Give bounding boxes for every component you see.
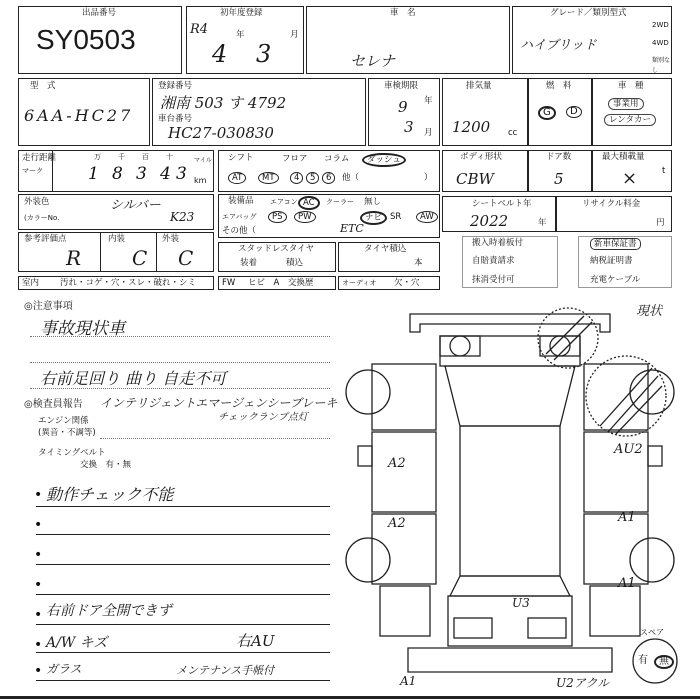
doc-cable: 充電ケーブル [590, 275, 641, 285]
inspector-second-line: チェックランプ点灯 [218, 412, 308, 423]
doors-label: ドア数 [546, 152, 572, 162]
audio-items: 欠・穴 [394, 278, 420, 288]
reference-grade-label: 参考評価点 [24, 234, 67, 244]
spare-option-no: 無 [654, 655, 674, 669]
equip-sr: SR [390, 212, 402, 222]
inspection-expiry-year: 9 [398, 98, 408, 116]
equip-aw: AW [416, 211, 438, 223]
mileage-scale-100: 百 [142, 153, 149, 161]
shift-option-mt: MT [258, 172, 279, 184]
interior-grade-value: C [132, 246, 148, 270]
recycle-unit: 円 [656, 218, 665, 228]
body-shape-label: ボディ形状 [460, 152, 502, 162]
exterior-color-label: 外装色 [24, 197, 50, 207]
bullet-line-1: 動作チェック不能 [46, 485, 174, 504]
notes-line-2: 右前足回り 曲り 自走不可 [40, 369, 227, 388]
doc-insurance: 自賠責請求 [472, 256, 515, 266]
mileage-label: 走行距離 [22, 153, 57, 163]
annotation-au2: AU2 [614, 442, 643, 457]
car-name-value: セレナ [350, 52, 396, 70]
mileage-digit-5: 3 [176, 164, 187, 184]
displacement-value: 1200 [452, 118, 491, 136]
body-shape-value: CBW [456, 170, 494, 188]
recycle-label: リサイクル料金 [582, 199, 641, 209]
right-note-2: メンテナンス手帳付 [176, 664, 275, 677]
equip-pw: PW [294, 211, 316, 223]
drive-option-none: 類別なし [652, 57, 671, 74]
capacity-label: 最大積載量 [602, 152, 645, 162]
interior-damage-items: 汚れ・コゲ・穴・スレ・破れ・シミ [60, 278, 197, 288]
timing-sub: 交換 有・無 [80, 460, 132, 470]
mileage-digit-1: 1 [88, 164, 99, 184]
seatbelt-label: シートベルト年 [472, 199, 532, 209]
studless-option-mounted: 装着 [240, 258, 258, 268]
audio-label: オーディオ [342, 279, 377, 287]
inspection-expiry-month-unit: 月 [424, 128, 433, 138]
capacity-unit: t [662, 166, 666, 176]
interior-damage-label: 室内 [22, 278, 40, 288]
model-value: 6AA-HC27 [24, 106, 134, 125]
inspection-expiry-label: 車検期限 [384, 81, 419, 91]
right-note-1: 右AU [236, 632, 275, 650]
fuel-label: 燃 料 [546, 81, 572, 91]
engine-label: エンジン関係 [38, 416, 89, 426]
engine-sub: (異音・不調等) [38, 428, 96, 438]
mileage-digit-3: 3 [136, 164, 147, 184]
spare-label: スペア [640, 628, 664, 637]
inspector-first-line: インテリジェントエマージェンシーブレーキ [100, 396, 338, 410]
bullet-line-5: 右前ドア全開できず [46, 603, 172, 619]
equip-none: 無し [364, 197, 382, 207]
mileage-scale-1k: 千 [118, 153, 125, 161]
mileage-scale-10: 十 [166, 153, 173, 161]
annotation-u3: U3 [512, 596, 530, 610]
first-registration-year-unit: 年 [236, 30, 245, 40]
interior-grade-label: 内装 [108, 234, 126, 244]
vehicle-type-label: 車 種 [618, 81, 644, 91]
grade-value: ハイブリッド [520, 38, 597, 53]
first-registration-month: 3 [256, 40, 272, 68]
displacement-unit: cc [508, 128, 518, 138]
displacement-label: 排気量 [466, 81, 492, 91]
annotation-a2-left-door: A2 [388, 516, 406, 531]
studless-label: スタッドレスタイヤ [238, 244, 315, 254]
doc-tax: 納税証明書 [590, 256, 633, 266]
first-registration-year: 4 [212, 40, 228, 68]
mileage-unit: km [194, 176, 207, 185]
annotation-a2-left-front: A2 [388, 456, 406, 471]
equip-navi: ナビ [360, 211, 387, 225]
fuel-option-g: G [538, 106, 556, 120]
fw-items: ヒビ A 交換歴 [248, 278, 314, 288]
mileage-scale-10k: 万 [94, 153, 101, 161]
fuel-option-d: D [566, 106, 582, 118]
equip-ps: PS [268, 211, 287, 223]
doc-warranty: 新車保証書 [590, 238, 641, 250]
first-registration-label: 初年度登録 [220, 8, 263, 18]
mileage-sub-label: マーク [22, 167, 43, 175]
timing-label: タイミングベルト [38, 448, 106, 458]
mileage-unit-mile: マイル [194, 157, 212, 164]
shift-option-other-close: ） [424, 173, 433, 183]
shift-option-floor: フロア [282, 154, 308, 164]
tire-load-unit: 本 [414, 258, 423, 268]
drive-option-2wd: 2WD [652, 21, 669, 29]
exterior-color-code: K23 [170, 210, 195, 224]
shift-option-at: AT [228, 172, 246, 184]
chassis-number-label: 車台番号 [158, 114, 193, 124]
equip-other-value: ETC [340, 222, 364, 235]
capacity-value: × [622, 168, 638, 189]
vehicle-type-rental: レンタカー [604, 114, 656, 126]
reference-grade-value: R [66, 246, 82, 270]
shift-label: シフト [228, 153, 254, 163]
annotation-u2-rear: U2アクル [556, 676, 610, 690]
equip-other-label: その他（ [222, 226, 257, 236]
registration-number-value: 湘南 503 す 4792 [160, 94, 287, 112]
equip-cooler: クーラー [326, 198, 354, 206]
inspection-expiry-year-unit: 年 [424, 96, 433, 106]
equip-aircon-label: エアコン [270, 198, 298, 206]
annotation-a1-right-rear: A1 [618, 576, 636, 591]
inspector-heading: ◎検査員報告 [24, 399, 83, 410]
equip-ac: AC [298, 196, 320, 210]
spare-option-yes: 有 [638, 655, 648, 666]
seatbelt-unit: 年 [538, 218, 547, 228]
equip-airbag: エアバッグ [222, 213, 257, 221]
lot-number-label: 出品番号 [82, 8, 117, 18]
doc-arrival: 搬入時着板付 [472, 238, 524, 248]
doc-deregistration: 抹消受付可 [472, 275, 515, 285]
annotation-a1-right-door: A1 [618, 510, 636, 525]
drive-option-4wd: 4WD [652, 39, 669, 47]
annotation-a1-rear-left: A1 [400, 674, 417, 688]
model-label: 型 式 [30, 81, 56, 91]
bullet-line-7: ガラス [46, 662, 82, 676]
vehicle-type-commercial: 事業用 [608, 98, 644, 110]
tire-load-label: タイヤ積込 [364, 244, 407, 254]
car-name-label: 車 名 [390, 8, 416, 18]
doors-value: 5 [554, 170, 564, 188]
exterior-color-value: シルバー [110, 198, 161, 213]
studless-option-loaded: 積込 [286, 258, 304, 268]
exterior-grade-label: 外装 [162, 234, 180, 244]
shift-option-4: 4 [290, 172, 303, 184]
grade-label: グレード／類別型式 [550, 8, 627, 18]
mileage-digit-4: 4 [160, 164, 171, 184]
shift-option-6: 6 [322, 172, 335, 184]
notes-heading: ◎注意事項 [24, 301, 73, 312]
equipment-label: 装備品 [228, 196, 254, 206]
fw-label: FW [222, 278, 236, 288]
mileage-digit-2: 8 [112, 164, 123, 184]
first-registration-month-unit: 月 [290, 30, 299, 40]
notes-line-1: 事故現状車 [40, 319, 125, 339]
chassis-number-value: HC27-030830 [168, 124, 274, 142]
exterior-grade-value: C [178, 246, 194, 270]
lot-number-value: SY0503 [36, 24, 136, 55]
shift-option-5: 5 [306, 172, 319, 184]
shift-option-column: コラム [324, 154, 350, 164]
shift-option-other: 他（ [342, 173, 360, 183]
bullet-line-6: A/W キズ [46, 635, 108, 651]
seatbelt-value: 2022 [470, 212, 509, 230]
registration-number-label: 登録番号 [158, 81, 193, 91]
inspection-expiry-month: 3 [404, 118, 414, 136]
first-registration-era: R4 [190, 22, 209, 37]
exterior-color-sub-label: (カラーNo. [24, 214, 60, 222]
shift-option-dash: ダッシュ [362, 153, 406, 167]
annotation-genjou: 現状 [636, 304, 663, 319]
